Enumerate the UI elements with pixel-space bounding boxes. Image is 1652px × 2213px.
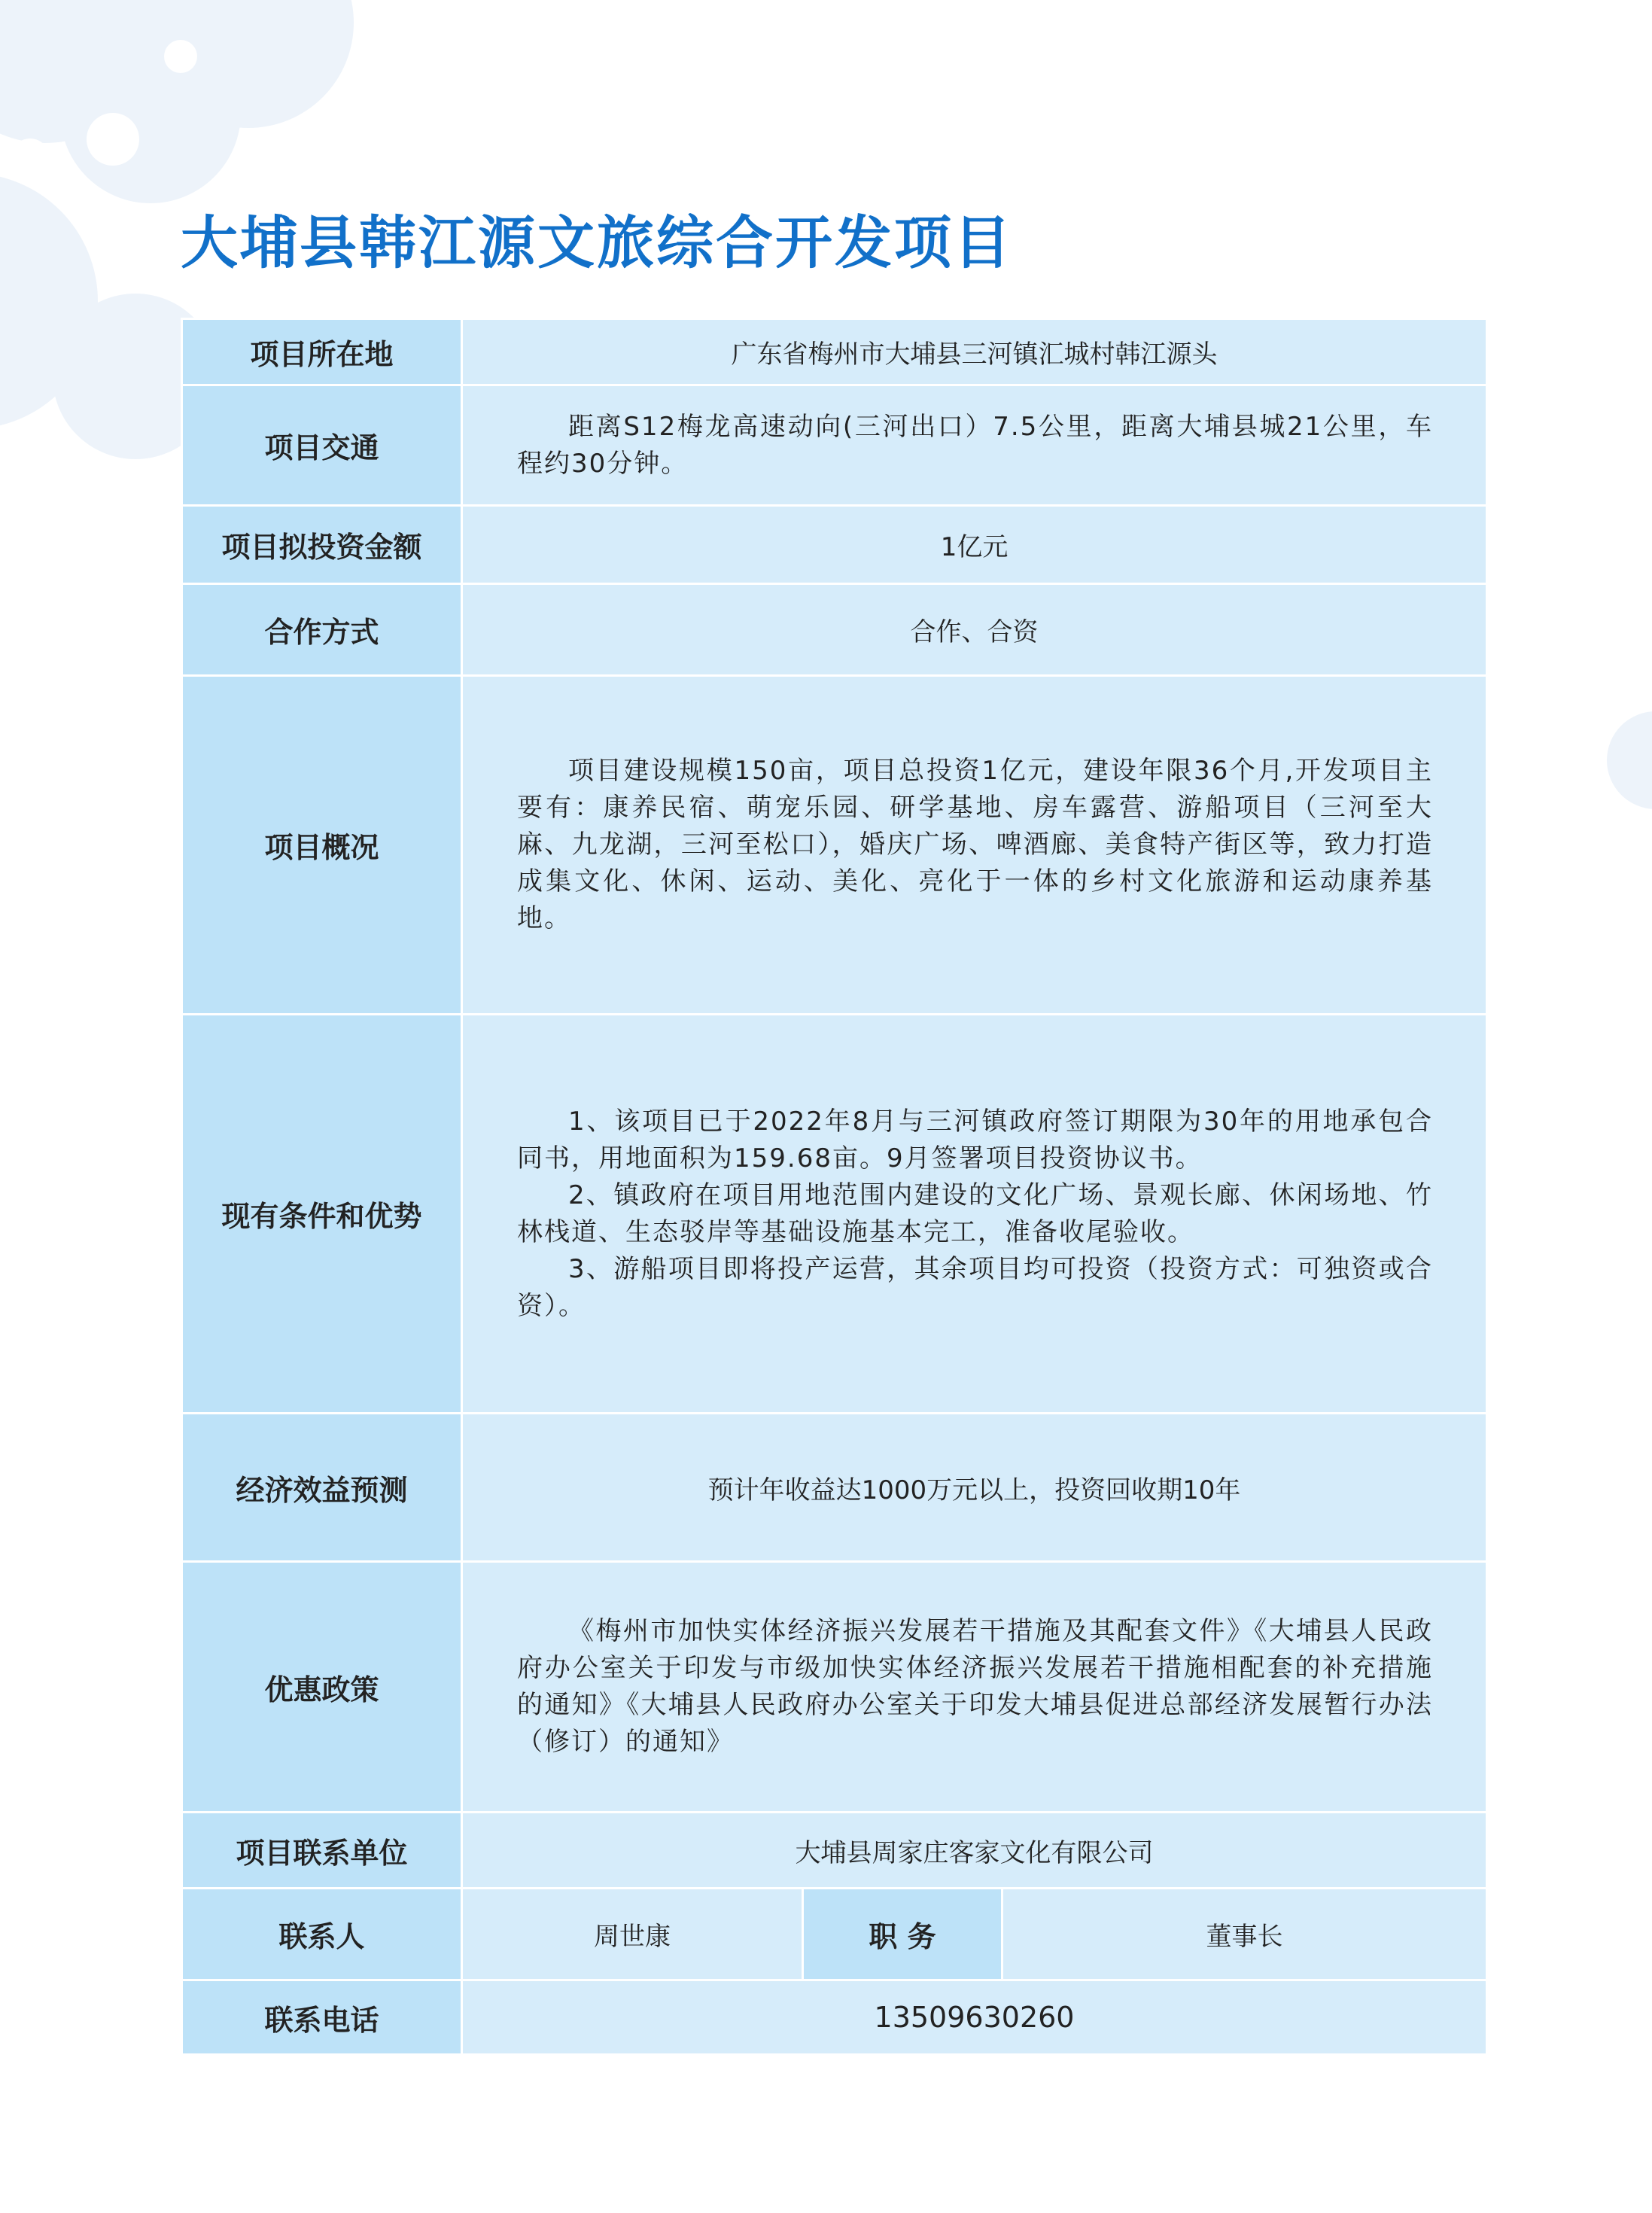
contact-label: 联系人 bbox=[182, 1889, 462, 1980]
row-cooperation bbox=[182, 584, 1487, 676]
row-contact bbox=[182, 1889, 1487, 1980]
location-value: 广东省梅州市大埔县三河镇汇城村韩江源头 bbox=[462, 319, 1487, 385]
row-location bbox=[182, 319, 1487, 385]
position-label: 职 务 bbox=[803, 1889, 1002, 1980]
cooperation-value: 合作、合资 bbox=[462, 584, 1487, 676]
row-traffic bbox=[182, 385, 1487, 506]
phone-label: 联系电话 bbox=[182, 1980, 462, 2055]
overview-label: 项目概况 bbox=[182, 676, 462, 1015]
unit-value: 大埔县周家庄客家文化有限公司 bbox=[462, 1813, 1487, 1889]
investment-label: 项目拟投资金额 bbox=[182, 506, 462, 584]
row-phone bbox=[182, 1980, 1487, 2055]
benefit-value: 预计年收益达1000万元以上，投资回收期10年 bbox=[462, 1414, 1487, 1562]
traffic-label: 项目交通 bbox=[182, 385, 462, 506]
condition-item: 1、该项目已于2022年8月与三河镇政府签订期限为30年的用地承包合同书，用地面积为159.68亩。9月签署项目投资协议书。 bbox=[517, 1106, 1434, 1173]
project-info-table bbox=[181, 318, 1488, 2056]
conditions-text bbox=[463, 1103, 1486, 1325]
unit-label: 项目联系单位 bbox=[182, 1813, 462, 1889]
contact-value: 周世康 bbox=[462, 1889, 803, 1980]
row-benefit bbox=[182, 1414, 1487, 1562]
row-policy bbox=[182, 1562, 1487, 1813]
policy-label: 优惠政策 bbox=[182, 1562, 462, 1813]
benefit-label: 经济效益预测 bbox=[182, 1414, 462, 1562]
overview-text: 项目建设规模150亩，项目总投资1亿元，建设年限36个月,开发项目主要有：康养民宿、萌宠乐园、研学基地、房车露营、游船项目（三河至大麻、九龙湖，三河至松口），婚庆广场、啤酒廊、美食特产街区等，致力打造成集文化、休闲、运动、美化、亮化于一体的乡村文化旅游和运动康养基地。 bbox=[517, 756, 1434, 933]
location-label: 项目所在地 bbox=[182, 319, 462, 385]
traffic-text: 距离S12梅龙高速动向(三河出口）7.5公里，距离大埔县城21公里，车程约30分钟。 bbox=[517, 411, 1434, 479]
policy-text: 《梅州市加快实体经济振兴发展若干措施及其配套文件》《大埔县人民政府办公室关于印发与市级加快实体经济振兴发展若干措施相配套的补充措施的通知》《大埔县人民政府办公室关于印发大埔县促进总部经济发展暂行办法（修订）的通知》 bbox=[517, 1616, 1434, 1757]
cooperation-label: 合作方式 bbox=[182, 584, 462, 676]
row-unit bbox=[182, 1813, 1487, 1889]
position-value: 董事长 bbox=[1002, 1889, 1487, 1980]
row-investment bbox=[182, 506, 1487, 584]
phone-value: 13509630260 bbox=[462, 1980, 1487, 2055]
row-overview bbox=[182, 676, 1487, 1015]
page-title: 大埔县韩江源文旅综合开发项目 bbox=[181, 209, 1013, 276]
row-conditions bbox=[182, 1015, 1487, 1414]
investment-value: 1亿元 bbox=[462, 506, 1487, 584]
conditions-label: 现有条件和优势 bbox=[182, 1015, 462, 1414]
condition-item: 2、镇政府在项目用地范围内建设的文化广场、景观长廊、休闲场地、竹林栈道、生态驳岸等基础设施基本完工，准备收尾验收。 bbox=[517, 1180, 1434, 1247]
condition-item: 3、游船项目即将投产运营，其余项目均可投资（投资方式：可独资或合资）。 bbox=[517, 1253, 1434, 1321]
